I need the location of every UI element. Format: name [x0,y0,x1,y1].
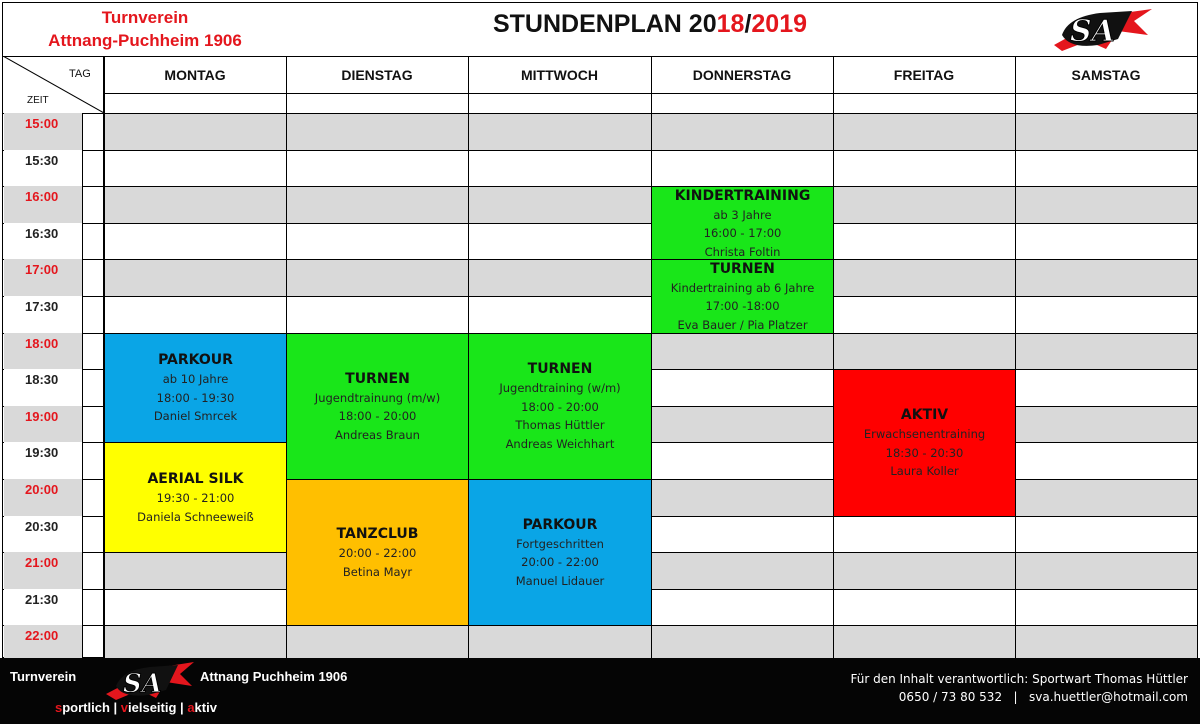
event-detail-line: 19:30 - 21:00 [156,491,235,506]
row-divider [3,113,1197,114]
logo-text: SA [1070,14,1115,49]
page-title: STUNDENPLAN 2018/2019 [492,10,808,38]
event-detail-line: Andreas Braun [335,427,420,442]
time-column-divider [82,113,83,662]
day-header-dienstag: DIENSTAG [341,67,413,83]
event-title: PARKOUR [522,516,598,533]
time-slot-2030: 20:30 [4,516,82,553]
day-header-mittwoch: MITTWOCH [521,67,598,83]
event-title: TURNEN [527,361,593,378]
time-slot-1530: 15:30 [4,150,82,187]
club-name-line1: Turnverein [101,8,189,27]
event-detail-line: 18:00 - 20:00 [338,409,417,424]
event-detail-line: 17:00 -18:00 [705,299,780,314]
footer-logo-mark [104,660,196,702]
corner-zeit-label: ZEIT [27,95,49,106]
event-detail-line: 18:00 - 19:30 [156,390,235,405]
corner-cell [3,56,104,113]
event-detail-line: 18:30 - 20:30 [885,445,964,460]
day-column-divider [1015,56,1016,662]
day-column-divider [833,56,834,662]
row-divider [3,259,1197,260]
event-title: TURNEN [710,260,775,277]
time-slot-1700: 17:00 [4,259,82,296]
footer-logo [104,660,196,702]
event-detail-line: Manuel Lidauer [515,573,605,588]
event-detail-line: Kindertraining ab 6 Jahre [670,280,815,295]
event-title: PARKOUR [158,352,233,369]
event-block[interactable] [652,260,833,332]
event-detail-line: 20:00 - 22:00 [338,546,417,561]
event-detail-line: Fortgeschritten [516,536,604,551]
event-detail-line: Erwachsenentraining [863,427,986,442]
event-title: TANZCLUB [336,526,419,543]
event-block[interactable] [469,480,651,625]
event-block[interactable] [652,187,833,259]
day-header-freitag: FREITAG [893,67,955,83]
club-logo [1048,5,1153,53]
event-title: AERIAL SILK [147,471,244,488]
event-detail-line: Betina Mayr [342,564,413,579]
time-slot-2130: 21:30 [4,589,82,626]
time-slot-1800: 18:00 [4,333,82,370]
event-block[interactable] [105,443,286,552]
event-block[interactable] [469,334,651,479]
event-detail-line: Jugendtraining (w/m) [499,381,621,396]
event-detail-line: ab 3 Jahre [713,207,772,222]
event-detail-line: Christa Foltin [704,244,781,259]
time-slot-1630: 16:30 [4,223,82,260]
corner-tag-label: TAG [69,68,91,80]
footer-club-left: Turnverein [10,669,77,684]
day-column-divider [1197,56,1198,662]
time-slot-1830: 18:30 [4,369,82,406]
event-title: KINDERTRAINING [674,187,811,204]
event-detail-line: Eva Bauer / Pia Platzer [677,317,808,332]
day-header-donnerstag: DONNERSTAG [692,67,792,83]
footer-contact: 0650 / 73 80 532 | sva.huettler@hotmail.com [898,690,1188,704]
event-detail-line: Daniel Smrcek [153,409,238,424]
event-detail-line: ab 10 Jahre [162,372,229,387]
event-title: TURNEN [345,370,410,387]
time-slot-1500: 15:00 [4,113,82,150]
time-slot-1730: 17:30 [4,296,82,333]
time-slot-2200: 22:00 [4,625,82,662]
corner-diagonal [3,56,104,113]
row-divider [3,186,1197,187]
footer-logo-text: SA [123,669,162,699]
event-detail-line: Jugendtrainung (m/w) [314,390,441,405]
time-slot-2100: 21:00 [4,552,82,589]
event-block[interactable] [287,480,468,625]
event-block[interactable] [287,334,468,479]
row-divider [3,150,1197,151]
footer-slogan: sportlich | vielseitig | aktiv [55,700,217,715]
event-detail-line: Andreas Weichhart [505,436,615,451]
time-slot-1900: 19:00 [4,406,82,443]
event-detail-line: Thomas Hüttler [515,418,605,433]
time-slot-2000: 20:00 [4,479,82,516]
event-detail-line: 16:00 - 17:00 [703,226,782,241]
time-slot-1930: 19:30 [4,442,82,479]
row-divider [3,223,1197,224]
day-header-samstag: SAMSTAG [1071,67,1141,83]
footer-responsible: Für den Inhalt verantwortlich: Sportwart Thomas Hüttler [850,672,1188,686]
event-detail-line: Daniela Schneeweiß [137,509,254,524]
club-logo-mark [1048,5,1153,53]
event-detail-line: 20:00 - 22:00 [521,555,599,570]
club-name-line2: Attnang-Puchheim 1906 [48,31,242,50]
event-title: AKTIV [900,407,949,424]
event-detail-line: Laura Koller [890,464,959,479]
row-divider [3,296,1197,297]
footer-club-right: Attnang Puchheim 1906 [200,669,348,684]
event-block[interactable] [105,334,286,443]
event-detail-line: 18:00 - 20:00 [521,399,599,414]
event-block[interactable] [834,370,1015,515]
day-column-divider [651,56,652,662]
time-slot-1600: 16:00 [4,186,82,223]
day-header-montag: MONTAG [164,67,226,83]
